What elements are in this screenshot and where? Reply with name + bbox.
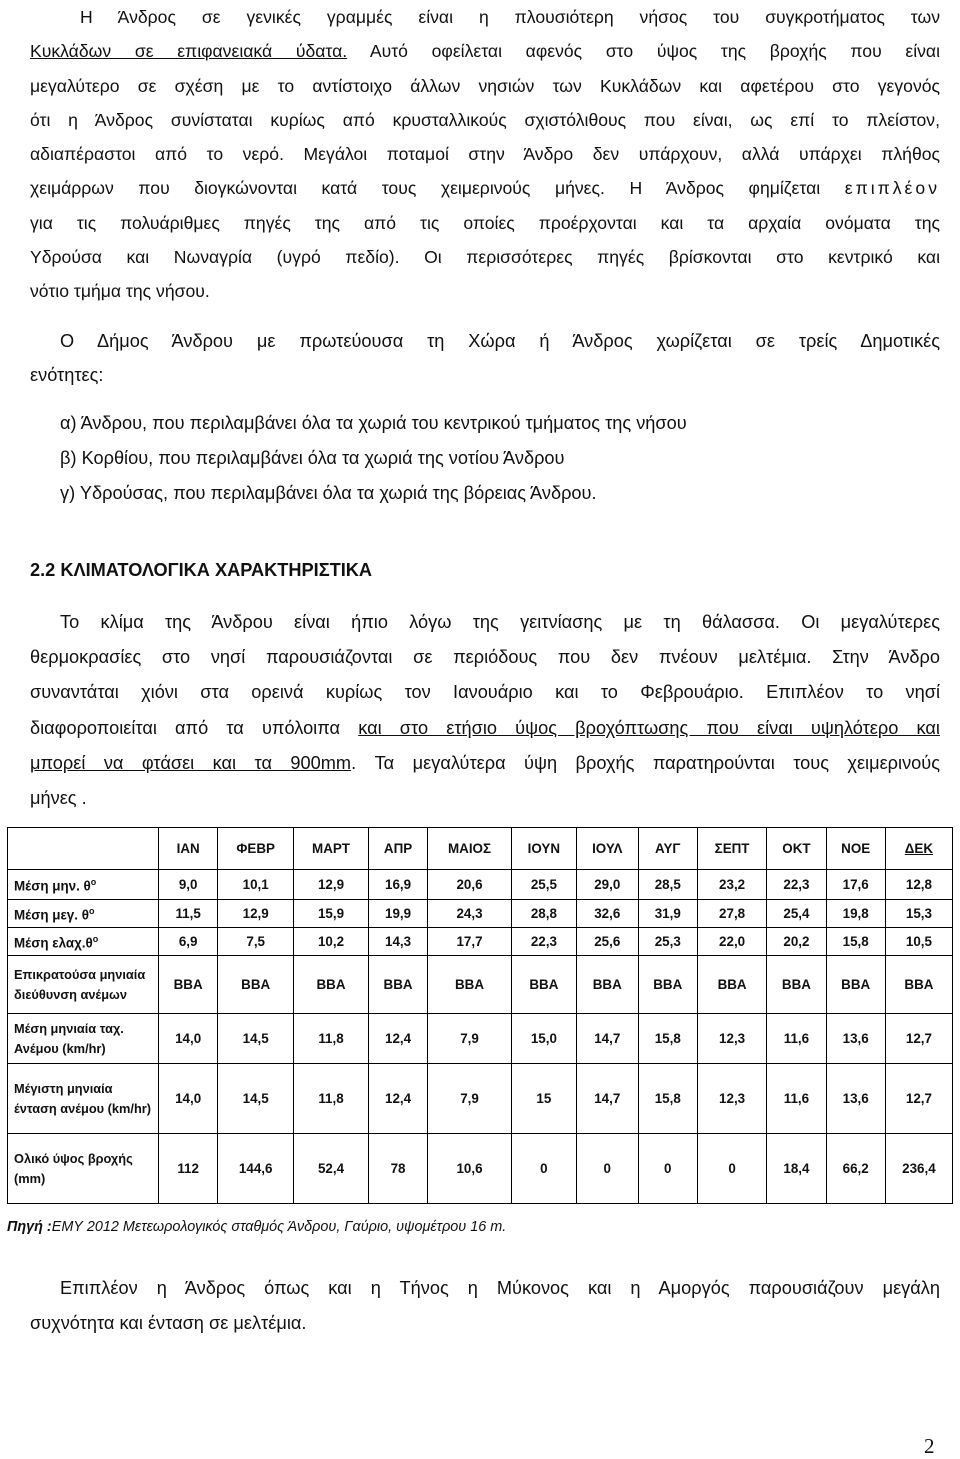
underlined-text: και στο ετήσιο ύψος βροχόπτωσης που είναι υψηλότερο και — [358, 717, 940, 738]
table-cell: 14,5 — [218, 1014, 294, 1064]
municipal-units-list — [60, 406, 687, 511]
table-cell: 12,3 — [697, 1014, 766, 1064]
list-item: γ) Υδρούσας, που περιλαμβάνει όλα τα χωριά της βόρειας Άνδρου. — [60, 483, 597, 503]
table-header-row — [8, 828, 953, 870]
month-header-cell: ΝΟΕ — [826, 828, 885, 870]
table-cell: 14,7 — [576, 1064, 638, 1134]
table-corner-cell — [8, 828, 159, 870]
row-label-cell — [8, 1014, 159, 1064]
table-cell: ΒΒΑ — [511, 956, 576, 1014]
table-cell: 7,9 — [428, 1014, 512, 1064]
table-cell: 14,0 — [159, 1064, 218, 1134]
table-cell: 6,9 — [159, 928, 218, 956]
row-label-cell — [8, 1134, 159, 1204]
text-line: θερμοκρασίες στο νησί παρουσιάζονται σε περιόδους που δεν πνέουν μελτέμια. Στην Άνδρο — [30, 647, 940, 668]
text-span: . Τα μεγαλύτερα ύψη βροχής παρατηρούνται τους χειμερινούς — [351, 752, 940, 773]
table-cell: 17,6 — [826, 870, 885, 900]
month-header-cell: ΜΑΙΟΣ — [428, 828, 512, 870]
table-cell: 28,5 — [638, 870, 697, 900]
table-cell: 10,5 — [885, 928, 952, 956]
list-item: α) Άνδρου, που περιλαμβάνει όλα τα χωριά του κεντρικού τμήματος της νήσου — [60, 413, 687, 433]
climate-table — [7, 827, 953, 1204]
table-row — [8, 900, 953, 928]
table-cell: 66,2 — [826, 1134, 885, 1204]
row-label-cell — [8, 956, 159, 1014]
text-line: αδιαπέραστοι από το νερό. Μεγάλοι ποταμοί στην Άνδρο δεν υπάρχουν, αλλά υπάρχει πλήθος — [30, 144, 940, 165]
table-cell: 29,0 — [576, 870, 638, 900]
table-cell: 15,8 — [826, 928, 885, 956]
degree-superscript: ο — [92, 934, 99, 945]
underlined-text: μπορεί να φτάσει και τα 900mm — [30, 752, 352, 773]
list-item: β) Κορθίου, που περιλαμβάνει όλα τα χωριά της νοτίου Άνδρου — [60, 448, 565, 468]
table-cell: 12,9 — [218, 900, 294, 928]
table-cell: 31,9 — [638, 900, 697, 928]
table-row — [8, 1014, 953, 1064]
source-text: ΕΜΥ 2012 Μετεωρολογικός σταθμός Άνδρου, Γαύριο, υψομέτρου 16 m. — [51, 1219, 507, 1235]
table-cell: 12,7 — [885, 1014, 952, 1064]
text-line: ότι η Άνδρος συνίσταται κυρίως από κρυσταλλικούς σχιστόλιθους που είναι, ως επί το πλείστον, — [30, 109, 940, 130]
table-cell: 7,9 — [428, 1064, 512, 1134]
text-line: μεγαλύτερο σε σχέση με το αντίστοιχο άλλων νησιών των Κυκλάδων και αφετέρου στο γεγονός — [30, 75, 940, 96]
table-cell: 12,4 — [368, 1014, 427, 1064]
row-label: Μέση ελαχ.θ — [14, 935, 93, 951]
table-cell: 10,6 — [428, 1134, 512, 1204]
table-cell: 16,9 — [368, 870, 427, 900]
text-line — [30, 711, 940, 746]
month-header-cell: ΦΕΒΡ — [218, 828, 294, 870]
table-cell: 22,0 — [697, 928, 766, 956]
table-cell: 112 — [159, 1134, 218, 1204]
table-cell: 12,8 — [885, 870, 952, 900]
table-cell: 11,8 — [294, 1064, 369, 1134]
table-cell: 25,4 — [767, 900, 826, 928]
table-cell: 236,4 — [885, 1134, 952, 1204]
table-cell: 12,3 — [697, 1064, 766, 1134]
table-cell: 10,1 — [218, 870, 294, 900]
table-cell: 12,7 — [885, 1064, 952, 1134]
table-cell: ΒΒΑ — [576, 956, 638, 1014]
table-cell: 27,8 — [697, 900, 766, 928]
degree-superscript: ο — [90, 877, 97, 888]
table-cell: 11,6 — [767, 1064, 826, 1134]
underlined-text: Κυκλάδων σε επιφανειακά ύδατα. — [30, 41, 348, 62]
table-cell: 11,8 — [294, 1014, 369, 1064]
table-cell: ΒΒΑ — [159, 956, 218, 1014]
table-cell: 13,6 — [826, 1014, 885, 1064]
month-header-cell: ΟΚΤ — [767, 828, 826, 870]
row-label: Μέση μηνιαία ταχ. Ανέμου (km/hr) — [14, 1020, 124, 1056]
row-label: Ολικό ύψος βροχής (mm) — [14, 1150, 133, 1186]
table-cell: 0 — [638, 1134, 697, 1204]
text-line: συναντάται χιόνι στα ορεινά κυρίως τον Ιανουάριο και το Φεβρουάριο. Επιπλέον το νησί — [30, 682, 940, 703]
text-line — [30, 171, 940, 205]
table-cell: 15,8 — [638, 1014, 697, 1064]
text-line — [30, 34, 940, 68]
section-heading: 2.2 ΚΛΙΜΑΤΟΛΟΓΙΚΑ ΧΑΡΑΚΤΗΡΙΣΤΙΚΑ — [30, 560, 373, 580]
table-cell: 13,6 — [826, 1064, 885, 1134]
table-cell: 15,0 — [511, 1014, 576, 1064]
spaced-text: επιπλέον — [844, 178, 940, 199]
table-cell: 14,7 — [576, 1014, 638, 1064]
table-cell: 144,6 — [218, 1134, 294, 1204]
table-row — [8, 1134, 953, 1204]
month-header-cell: ΔΕΚ — [885, 828, 952, 870]
table-cell: 25,5 — [511, 870, 576, 900]
text-line: συχνότητα και ένταση σε μελτέμια. — [30, 1313, 307, 1333]
table-cell: 25,6 — [576, 928, 638, 956]
text-line: μήνες . — [30, 788, 87, 809]
table-cell: 52,4 — [294, 1134, 369, 1204]
table-cell: 18,4 — [767, 1134, 826, 1204]
month-header-cell: ΙΑΝ — [159, 828, 218, 870]
text-span: Αυτό οφείλεται αφενός στο ύψος της βροχής που είναι — [369, 41, 940, 62]
text-line: Υδρούσα και Νωναγρία (υγρό πεδίο). Οι περισσότερες πηγές βρίσκονται στο κεντρικό και — [30, 247, 940, 268]
table-cell: 19,9 — [368, 900, 427, 928]
table-cell: ΒΒΑ — [697, 956, 766, 1014]
table-cell: 15 — [511, 1064, 576, 1134]
municipality-paragraph — [30, 324, 940, 392]
text-line: Το κλίμα της Άνδρου είναι ήπιο λόγω της γειτνίασης με τη θάλασσα. Οι μεγαλύτερες — [60, 612, 940, 632]
table-cell: ΒΒΑ — [767, 956, 826, 1014]
table-cell: 11,5 — [159, 900, 218, 928]
row-label-cell — [8, 1064, 159, 1134]
text-span: χειμάρρων που διογκώνονται κατά τους χειμερινούς μήνες. — [30, 178, 605, 199]
table-cell: 78 — [368, 1134, 427, 1204]
table-cell: 32,6 — [576, 900, 638, 928]
intro-paragraph — [30, 0, 940, 309]
table-cell: 11,6 — [767, 1014, 826, 1064]
text-line — [30, 746, 940, 781]
text-line: για τις πολυάριθμες πηγές της από τις οποίες προέρχονται και τα αρχαία ονόματα της — [30, 212, 940, 233]
table-cell: ΒΒΑ — [218, 956, 294, 1014]
table-cell: 22,3 — [511, 928, 576, 956]
text-line: Επιπλέον η Άνδρος όπως και η Τήνος η Μύκονος και η Αμοργός παρουσιάζουν μεγάλη — [60, 1278, 940, 1298]
month-header-cell: ΙΟΥΝ — [511, 828, 576, 870]
climate-paragraph — [30, 605, 940, 816]
table-cell: 24,3 — [428, 900, 512, 928]
table-cell: 9,0 — [159, 870, 218, 900]
text-line: Η Άνδρος σε γενικές γραμμές είναι η πλουσιότερη νήσος του συγκροτήματος των — [80, 7, 940, 27]
text-line: ενότητες: — [30, 365, 104, 385]
table-row — [8, 956, 953, 1014]
row-label-cell — [8, 870, 159, 900]
table-cell: 0 — [697, 1134, 766, 1204]
degree-superscript: ο — [88, 906, 95, 917]
row-label: Μέση μην. θ — [14, 878, 91, 894]
table-cell: 23,2 — [697, 870, 766, 900]
row-label-cell — [8, 928, 159, 956]
month-header-cell: ΑΠΡ — [368, 828, 427, 870]
table-row — [8, 1064, 953, 1134]
month-header-cell: ΙΟΥΛ — [576, 828, 638, 870]
row-label-cell — [8, 900, 159, 928]
table-cell: 12,9 — [294, 870, 369, 900]
table-cell: 22,3 — [767, 870, 826, 900]
table-cell: 20,2 — [767, 928, 826, 956]
table-cell: 0 — [511, 1134, 576, 1204]
text-line: Ο Δήμος Άνδρου με πρωτεύουσα τη Χώρα ή Άνδρος χωρίζεται σε τρείς Δημοτικές — [60, 331, 940, 351]
table-cell: 10,2 — [294, 928, 369, 956]
table-cell: 19,8 — [826, 900, 885, 928]
table-cell: 14,5 — [218, 1064, 294, 1134]
table-cell: 14,0 — [159, 1014, 218, 1064]
table-row — [8, 870, 953, 900]
table-cell: ΒΒΑ — [638, 956, 697, 1014]
table-cell: 28,8 — [511, 900, 576, 928]
table-cell: ΒΒΑ — [428, 956, 512, 1014]
row-label: Επικρατούσα μηνιαία διεύθυνση ανέμων — [14, 966, 146, 1002]
table-row — [8, 928, 953, 956]
table-cell: 0 — [576, 1134, 638, 1204]
month-header-cell: ΜΑΡΤ — [294, 828, 369, 870]
month-header-cell: ΣΕΠΤ — [697, 828, 766, 870]
text-line: νότιο τμήμα της νήσου. — [30, 281, 210, 302]
table-cell: 7,5 — [218, 928, 294, 956]
closing-paragraph — [30, 1271, 940, 1341]
table-cell: ΒΒΑ — [826, 956, 885, 1014]
table-cell: 15,8 — [638, 1064, 697, 1134]
table-cell: 20,6 — [428, 870, 512, 900]
table-cell: ΒΒΑ — [294, 956, 369, 1014]
table-cell: 25,3 — [638, 928, 697, 956]
table-cell: 15,9 — [294, 900, 369, 928]
table-cell: ΒΒΑ — [368, 956, 427, 1014]
page-number: 2 — [924, 1434, 935, 1458]
source-label: Πηγή : — [7, 1219, 52, 1235]
text-span: διαφοροποιείται από τα υπόλοιπα — [30, 717, 341, 738]
text-span: Η Άνδρος φημίζεται — [629, 178, 821, 199]
table-cell: ΒΒΑ — [885, 956, 952, 1014]
table-cell: 15,3 — [885, 900, 952, 928]
table-cell: 17,7 — [428, 928, 512, 956]
table-cell: 14,3 — [368, 928, 427, 956]
table-source — [7, 1219, 506, 1235]
table-cell: 12,4 — [368, 1064, 427, 1134]
row-label: Μέση μεγ. θ — [14, 907, 89, 923]
row-label: Μέγιστη μηνιαία ένταση ανέμου (km/hr) — [14, 1080, 152, 1116]
month-header-cell: ΑΥΓ — [638, 828, 697, 870]
